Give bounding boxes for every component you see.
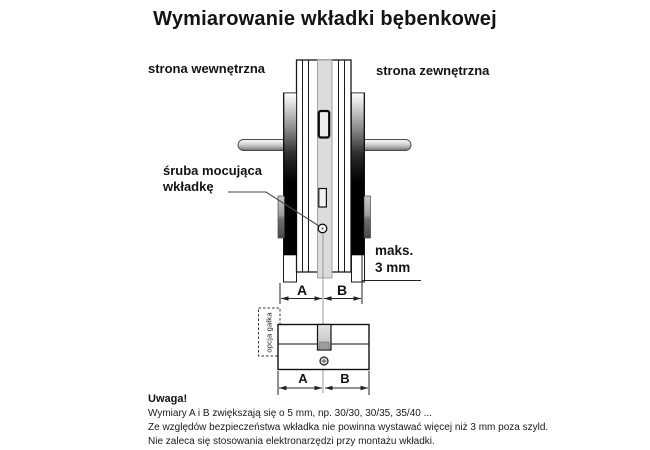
mounting-tab-right <box>364 196 371 238</box>
fixing-screw-label-line1: śruba mocująca <box>163 163 262 178</box>
dim-label-b-small: B <box>340 371 350 386</box>
dim-label-a-small: A <box>298 371 308 386</box>
max-protrusion-label-line2: 3 mm <box>375 259 411 275</box>
note-line-1: Wymiary A i B zwiększają się o 5 mm, np. 30/30, 30/35, 35/40 ... <box>148 408 432 419</box>
outer-side-label: strona zewnętrzna <box>376 63 490 78</box>
dim-label-b-main: B <box>336 282 348 298</box>
cam-notch-inner <box>320 342 330 350</box>
screw-slot <box>319 189 327 208</box>
escutcheon-plate-right <box>352 93 365 255</box>
escutcheon-plate-left <box>284 93 297 255</box>
page-title: Wymiarowanie wkładki bębenkowej <box>153 8 497 30</box>
fixing-screw-label-line2: wkładkę <box>163 179 214 194</box>
knob-option-label-box <box>258 308 280 356</box>
knob-option-label: opcja gałka <box>264 311 274 353</box>
keyway-slot <box>319 111 329 138</box>
note-block <box>148 393 628 449</box>
note-line-2: Ze względów bezpieczeństwa wkładka nie powinna wystawać więcej niż 3 mm poza szyld. <box>148 422 549 433</box>
note-line-3: Nie zaleca się stosowania elektronarzędzi przy montażu wkładki. <box>148 436 435 447</box>
max-protrusion-label <box>375 243 435 276</box>
note-heading: Uwaga! <box>148 393 188 405</box>
dim-label-a-main: A <box>296 282 308 298</box>
fixing-screw-center <box>322 228 324 230</box>
small-dimension-lines <box>278 371 369 395</box>
fixing-screw-label <box>163 163 283 195</box>
cylinder-section <box>318 60 333 278</box>
inner-side-label: strona wewnętrzna <box>148 61 266 76</box>
max-protrusion-label-line1: maks. <box>375 243 414 258</box>
